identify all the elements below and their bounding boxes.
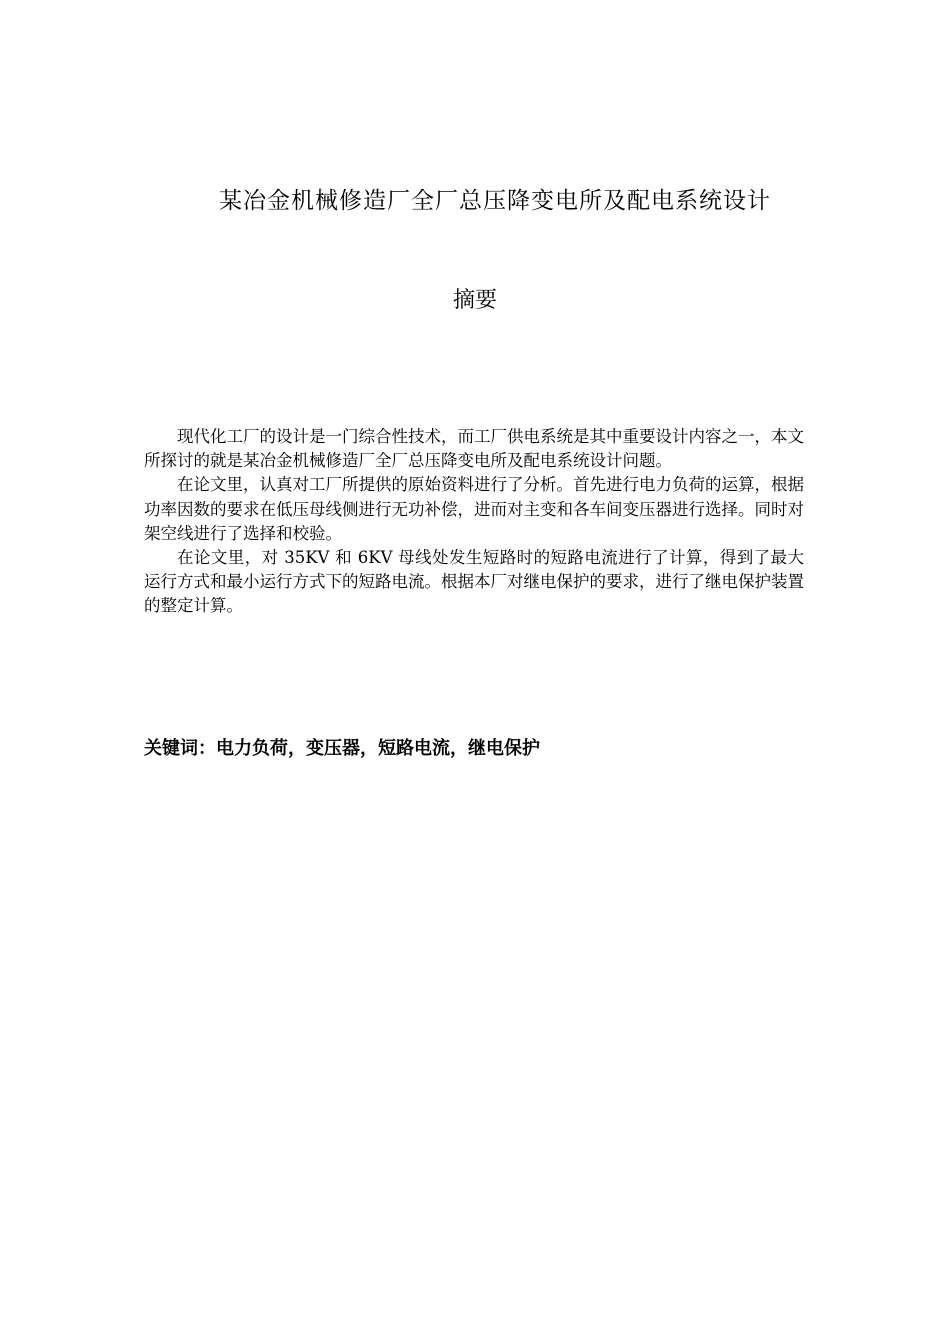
keywords-line: 关键词：电力负荷，变压器，短路电流，继电保护	[144, 738, 540, 759]
abstract-paragraph: 在论文里，认真对工厂所提供的原始资料进行了分析。首先进行电力负荷的运算，根据功率因数的要求在低压母线侧进行无功补偿，进而对主变和各车间变压器进行选择。同时对架空线进行了选择和校验。	[144, 475, 804, 543]
document-title: 某冶金机械修造厂全厂总压降变电所及配电系统设计	[219, 188, 771, 214]
abstract-heading: 摘要	[452, 288, 497, 313]
abstract-paragraph: 在论文里，对 35KV 和 6KV 母线处发生短路时的短路电流进行了计算，得到了最大运行方式和最小运行方式下的短路电流。根据本厂对继电保护的要求，进行了继电保护装置的整定计算。	[144, 548, 804, 616]
abstract-body	[144, 425, 804, 619]
abstract-paragraph: 现代化工厂的设计是一门综合性技术，而工厂供电系统是其中重要设计内容之一，本文所探讨的就是某冶金机械修造厂全厂总压降变电所及配电系统设计问题。	[144, 427, 804, 471]
